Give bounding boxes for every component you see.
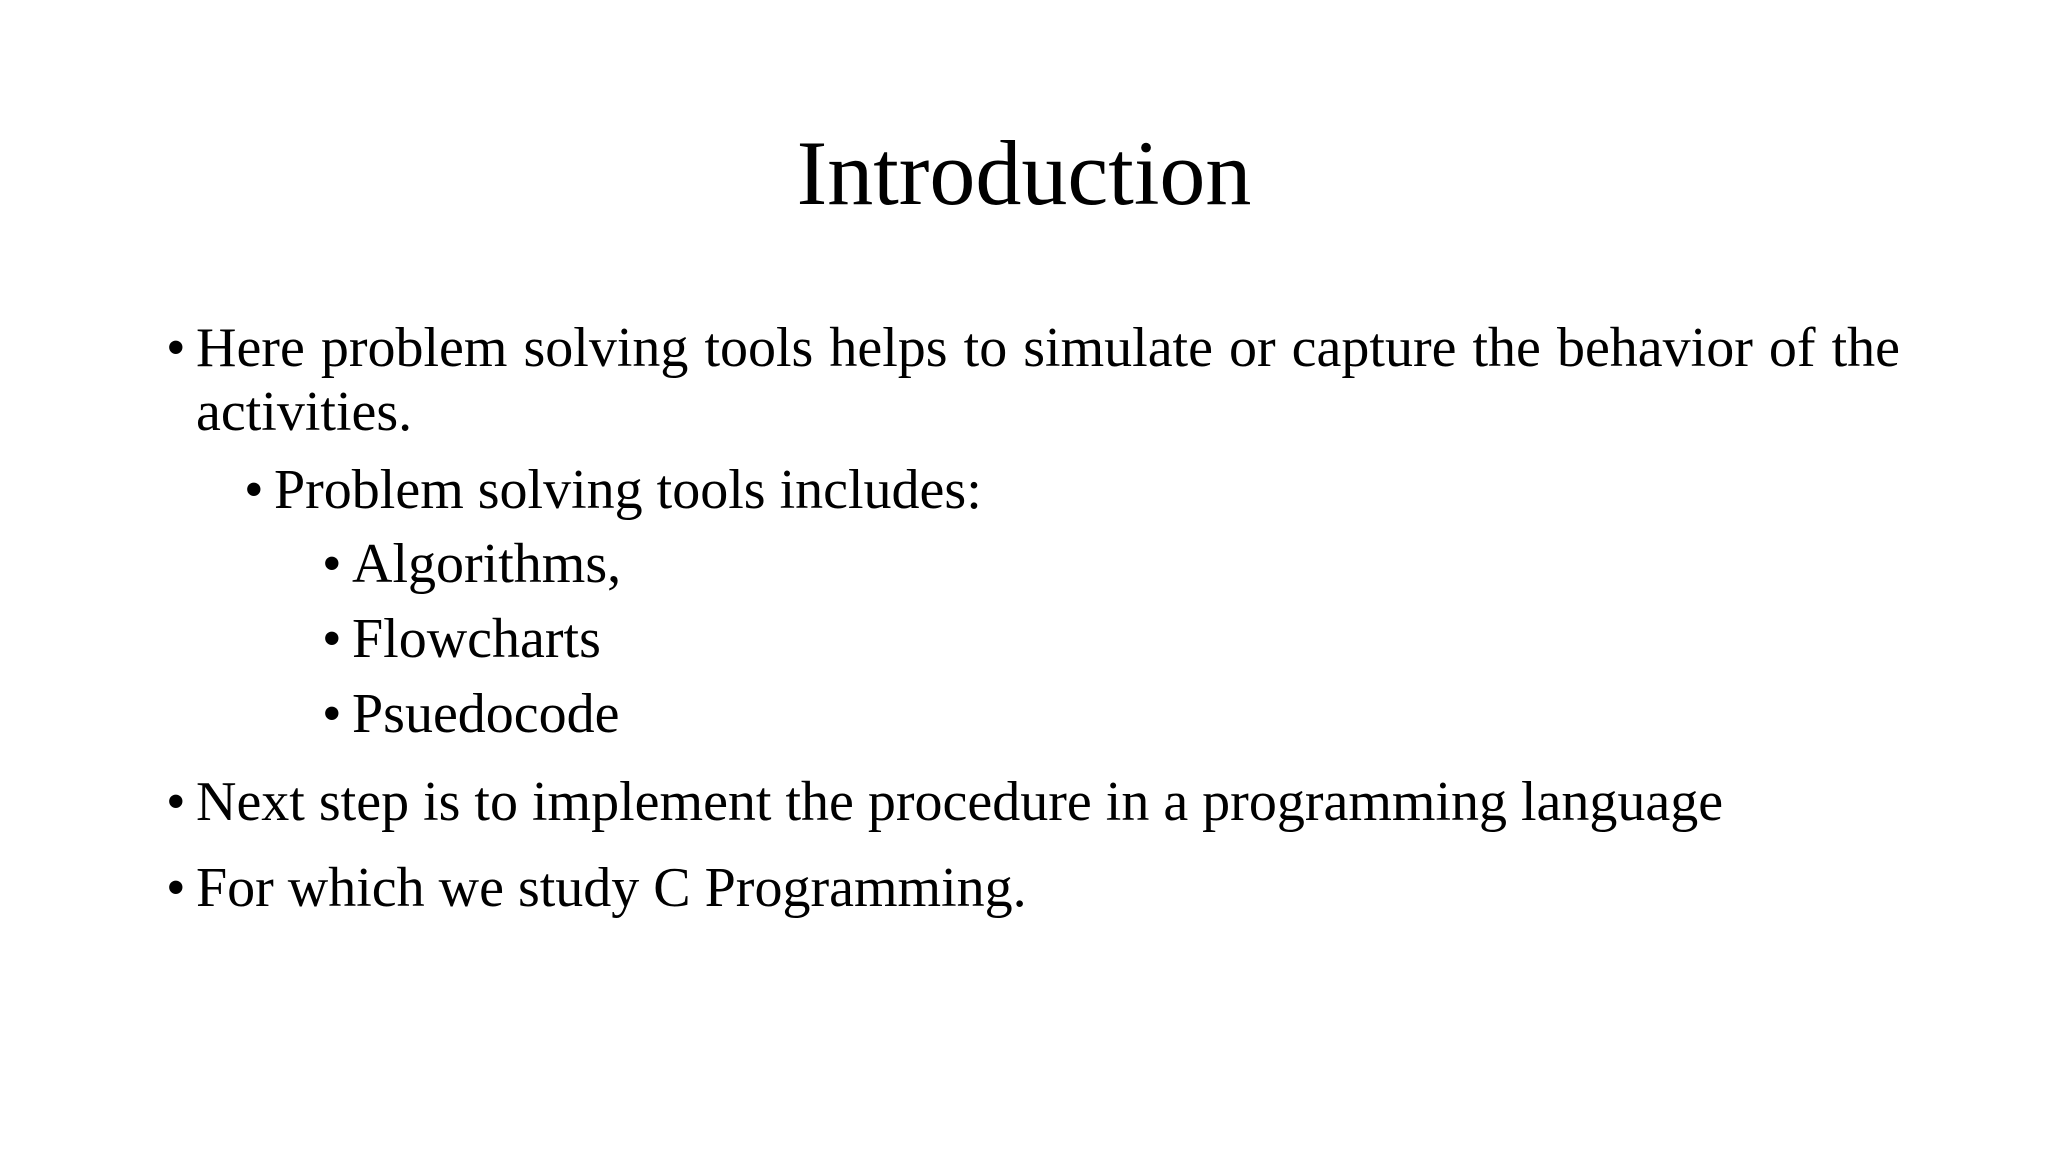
bullet-dot: • <box>322 608 342 670</box>
bullet-text: Problem solving tools includes: <box>274 459 982 521</box>
bullet-dot: • <box>166 317 186 379</box>
bullet-dot: • <box>166 857 186 919</box>
bullet-dot: • <box>166 771 186 833</box>
bullet-item <box>166 316 1900 444</box>
bullet-text: For which we study C Programming. <box>196 857 1027 919</box>
bullet-text: Here problem solving tools helps to simulate or capture the behavior of the activities. <box>196 317 1900 443</box>
sub-sub-bullet-item <box>322 532 922 596</box>
sub-bullet-item <box>244 458 1144 522</box>
slide-title: Introduction <box>796 122 1252 224</box>
sub-sub-bullet-item <box>322 607 922 671</box>
bullet-dot: • <box>244 459 264 521</box>
bullet-dot: • <box>322 533 342 595</box>
bullet-item <box>166 770 1866 834</box>
bullet-text: Flowcharts <box>352 608 601 670</box>
bullet-text: Next step is to implement the procedure in a programming language <box>196 771 1724 833</box>
bullet-text: Psuedocode <box>352 683 620 745</box>
bullet-text: Algorithms, <box>352 533 622 595</box>
bullet-dot: • <box>322 683 342 745</box>
sub-sub-bullet-item <box>322 682 922 746</box>
bullet-item <box>166 856 1266 920</box>
